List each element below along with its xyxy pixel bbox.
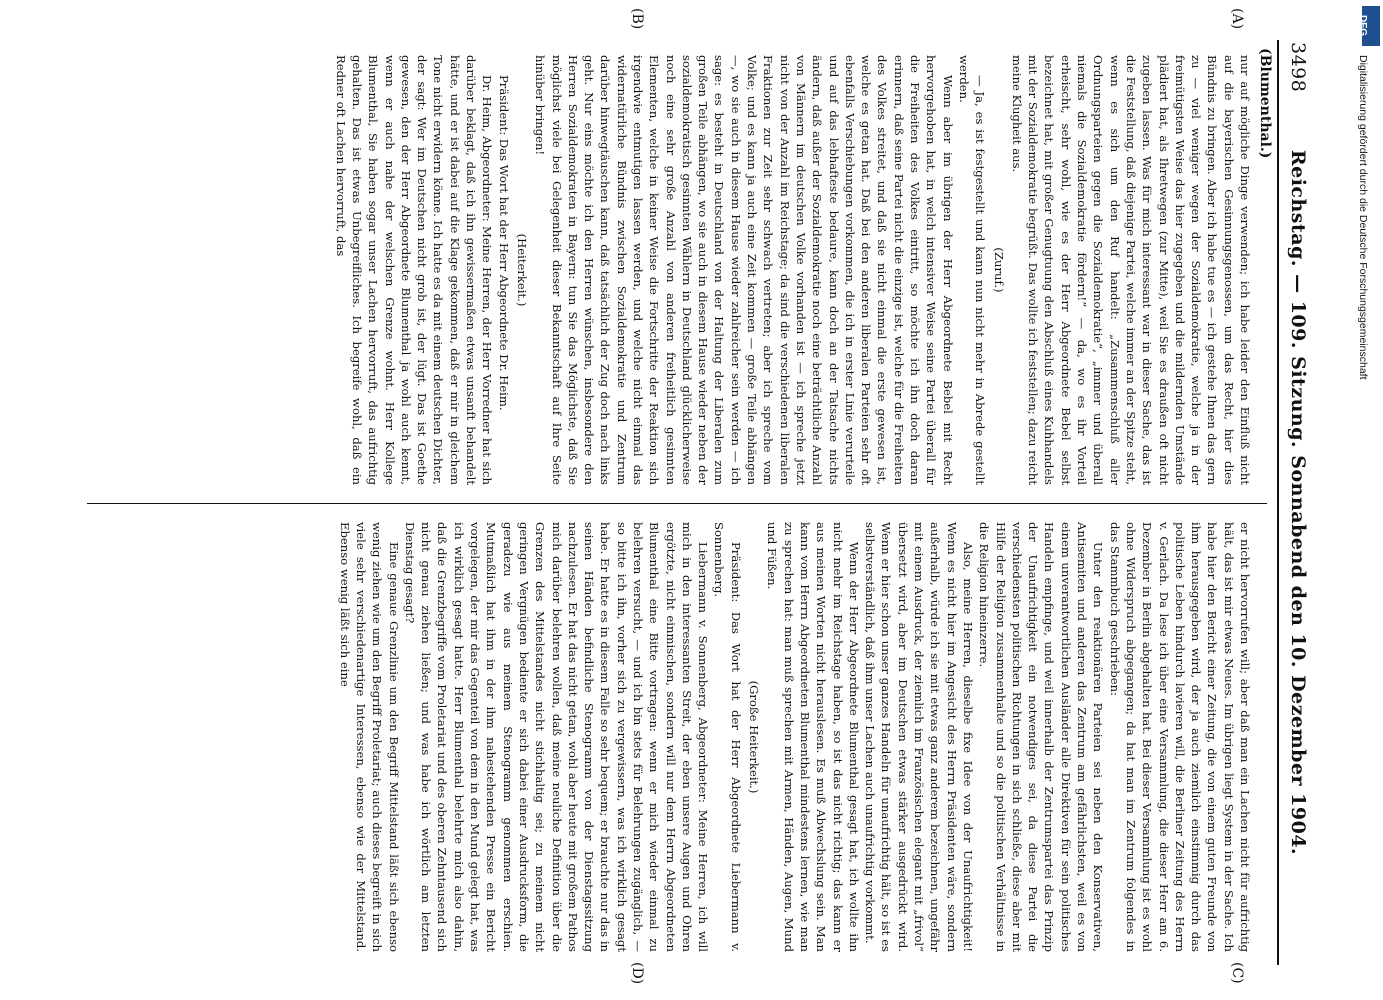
margin-marker-c: (C) — [1229, 962, 1245, 984]
paragraph: — Ja, es ist festgestellt und kann nun nicht mehr in Abrede gestellt werden. — [956, 55, 988, 485]
paragraph: Dr. Heim, Abgeordneter: Meine Herren, der Herr Vorredner hat sich darüber beklagt, daß ich ihn gewissermaßen etwas unsanft behandelt hätte, und er ist dabei auf die Klage gekommen, daß er mir in gleichem Tone nicht erwidern könne. Ich hatte es da mit einem deutschen Dichter, der sagt: Wer im Deutschen nicht grob ist, der lügt. Das ist Goethe gewesen, den der Herr Abgeordnete Blumenthal ja wohl auch kennt, wenn er auch nahe der welschen Grenze wohnt. Herr Kollege Blumenthal, Sie haben sogar unser Lachen hervorruft, das aufrichtig gehalten. Das ist etwas Unbegreifliches. Ich begreife wohl, daß ein Redner oft Lachen hervorruft, das — [333, 55, 495, 485]
speaker-continued-label: (Blumenthal.) — [1257, 48, 1273, 159]
margin-marker-a: (A) — [1229, 8, 1245, 30]
president-remark: Präsident: Das Wort hat der Herr Abgeordnete Liebermann v. Sonnenberg. — [712, 522, 743, 952]
newspaper-page — [35, 0, 1345, 1000]
page-header — [1277, 40, 1319, 965]
column-divider — [87, 503, 1267, 504]
interjection: (Heiterkeit.) — [514, 233, 529, 307]
text-column-left — [103, 55, 1253, 485]
interjection: (Zuruf.) — [991, 247, 1006, 293]
paragraph: Wenn aber im übrigen der Herr Abgeordnete Bebel mit Recht hervorgehoben hat, in welch intensiver Weise seine Partei überall für die Freiheiten des Volkes eintritt, so möchte ich ihn doch daran erinnern, daß seine Partei nicht die einzige ist, welche für die Freiheiten des Volkes streitet, und daß sie nicht einmal die erste gewesen ist, welche es getan hat. Daß bei den anderen liberalen Parteien sehr oft ebenfalls Verschiebungen vorkommen, die ich in erster Linie verurteile und auf das lebhafteste bedaure, kann doch an der Tatsache nichts ändern, daß außer der Sozialdemokratie noch eine beträchtliche Anzahl von Männern im deutschen Volke vorhanden ist — ich spreche jetzt nicht von der Anzahl im Reichstage; da sind die verschiedenen liberalen Fraktionen zur Zeit sehr schwach vertreten; aber ich spreche vom Volke; und es kann ja auch eine Zeit kommen — große Teile abhängen —, wo sie auch in diesem Hause wieder zahlreicher sein werden — ich sage: es besteht in Deutschland von der Haltung der Liberalen zum großen Teile abhängen, wo sie auch in diesem Hause wieder neben der sozialdemokratisch gesinnten Wählern in Deutschland glücklicherweise noch eine sehr große Anzahl von anderen freiheitlich gesinnten Elementen, welche in keiner Weise die Fortschritte der Reaktion sich irgendwie entmutigen lassen werden, und welche nicht einmal das widernatürliche Bündnis zwischen Sozialdemokratie und Zentrum darüber hinwegtäuschen kann, daß tatsächlich der Zug doch nach links geht. Nur eins möchte ich den Herren wünschen, insbesondere den Herren Sozialdemokraten in Bayern: tun Sie das Möglichste, daß Sie möglichst viele bei Gelegenheit dieser Bekanntschaft auf Ihre Seite hinüber bringen! — [533, 55, 955, 485]
paragraph: er nicht hervorrufen will; aber daß man ein Lachen nicht für aufrichtig hält, das ist mir etwas Neues. Im übrigen liegt System in der Sache. Ich habe hier den Bericht einer Zeitung, die von einem guten Freunde von ihm herausgegeben wird, der ja auch ziemlich einstimmig durch das politische Leben hindurch lavieren will, die Berliner Zeitung des Herrn v. Gerlach. Da lese ich über eine Versammlung, die dieser Herr am 6. Dezember in Berlin abgehalten hat. Bei dieser Versammlung ist es wohl ohne Widerspruch abgegangen; da hat man im Zentrum folgendes in das Stammbuch geschrieben: — [1107, 522, 1252, 952]
interjection: (Große Heiterkeit.) — [747, 680, 762, 794]
page-number: 3498 — [1287, 42, 1309, 93]
dfg-logo: DFG — [1362, 6, 1380, 46]
paragraph: Also, meine Herren, dieselbe fixe Idee von der Unaufrichtigkeit! Wenn es nicht hier im Angesicht des Herrn Präsidenten wäre, sondern außerhalb, würde ich sie mit etwas ganz anderem bezeichnen, ungefähr mit einem Ausdruck, der ziemlich im Französischen elegant mit „frivol“ übersetzt wird, aber im Deutschen etwas stärker ausgedrückt wird. Wenn er hier schon unser ganzes Handeln für unaufrichtig hält, so ist es selbstverständlich, daß ihm unser Lachen auch unaufrichtig vorkommt. — [863, 522, 975, 952]
digitization-credit: Digitalisierung gefördert durch die Deutsche Forschungsgemeinschaft — [1357, 55, 1369, 380]
quotation: Eine genaue Grenzlinie um den Begriff Mittelstand läßt sich ebenso wenig ziehen wie um den Begriff Proletariat; auch dieses begreift in sich viele sehr verschiedenartige Interessen, ebenso wie der Mittelstand. Ebenso wenig läßt sich eine — [337, 522, 401, 952]
margin-marker-d: (D) — [629, 962, 645, 985]
running-title: Reichstag. — 109. Sitzung. Sonnabend den 10. Dezember 1904. — [1287, 149, 1309, 856]
quotation: Unter den reaktionären Parteien sei neben den Konservativen, Antisemiten und anderen das Zentrum am gefährlichsten, weil es von einem unverantwortlichen Ausländer alle Direktiven für sein politisches Handeln empfinge, und weil innerhalb der Zentrumspartei das Prinzip der Unaufrichtigkeit ein notwendiges sei, da diese Partei die verschiedensten politischen Richtungen in sich schließe, diese aber mit Hilfe der Religion zusammenhalte und so die politischen Verhältnisse in die Religion hineinzerre. — [977, 522, 1106, 952]
paragraph: Wenn der Herr Abgeordnete Blumenthal gesagt hat, ich wollte ihn nicht mehr im Reichstage haben, so ist das nicht richtig; das kann er aus meinen Worten nicht herauslesen. Es muß Abwechslung sein. Man kann vom Herrn Abgeordneten Blumenthal mindestens lernen, wie man zu sprechen hat: man muß sprechen mit Armen, Händen, Augen, Mund und Füßen. — [765, 522, 861, 952]
paragraph: Liebermann v. Sonnenberg, Abgeordneter: Meine Herren, ich will mich in den interessanten Streit, der eben unsere Augen und Ohren ergötzte, nicht einmischen, sondern will nur dem Herrn Abgeordneten Blumenthal eine Bitte vortragen: wenn er mich wieder einmal zu belehren versucht, — und ich bin stets für Belehrungen zugänglich, — so bitte ich ihn, vorher sich zu vergewissern, was ich wirklich gesagt habe. Er hatte es in diesem Falle so sehr bequem; er brauchte nur das in seinen Händen befindliche Stenogramm von der Dienstagssitzung nachzulesen. Er hat das nicht getan, wohl aber heute mit großem Pathos mich darüber belehren wollen, daß meine neuliche Definition über die Grenzen des Mittelstandes nicht stichhaltig sei; zu meinem nicht geringen Vergnügen bediente er sich dabei einer Ausdrucksform, die geradezu wie aus meinem Stenogramm genommen erschien. Mutmaßlich hat ihm in der ihm nahestehenden Presse ein Bericht vorgelegen, der mir das Gegenteil von dem in den Mund gelegt hat, was ich wirklich gesagt hatte. Herr Blumenthal belehrte mich also dahin, daß die Grenzbegriffe vom Proletariat und des oberen Zehntausend sich nicht genau ziehen ließen; und was habe ich wörtlich am letzten Dienstag gesagt? — [402, 522, 711, 952]
margin-marker-b: (B) — [629, 8, 645, 30]
paragraph: nur auf mögliche Dinge verwenden; ich habe leider den Einfluß nicht auf die bayerischen Gesinnungsgenossen, um das Recht, hier dies Bündnis zu bringen. Aber ich habe tue es — ich gestehe Ihnen das gern zu — viel weniger wegen der Sozialdemokratie, welche ja in der freimütigsten Weise das hier zugegeben und die mildernden Umstände plädiert hat, als Ihretwegen (zur Mitte), weil Sie es draußen oft nicht zugeben lassen. Was für mich interessant war in dieser Sache, das ist die Feststellung, daß diejenige Partei, welche immer an der Spitze steht, wenn es sich um den Ruf handelt: „Zusammenschluß aller Ordnungsparteien gegen die Sozialdemokratie“, „immer und überall niemals die Sozialdemokratie fördern!“ — da, wo es ihr Vorteil erheischt, sehr wohl, wie es der Herr Abgeordnete Bebel selbst bezeichnet hat, mit großer Genugtuung den Abschluß eines Kuhhandels mit der Sozialdemokratie begrüßt. Das wollte ich feststellen; dazu reicht meine Klugheit aus. — [1009, 55, 1252, 485]
text-column-right — [103, 522, 1253, 952]
president-remark: Präsident: Das Wort hat der Herr Abgeordnete Dr. Heim. — [496, 75, 511, 411]
